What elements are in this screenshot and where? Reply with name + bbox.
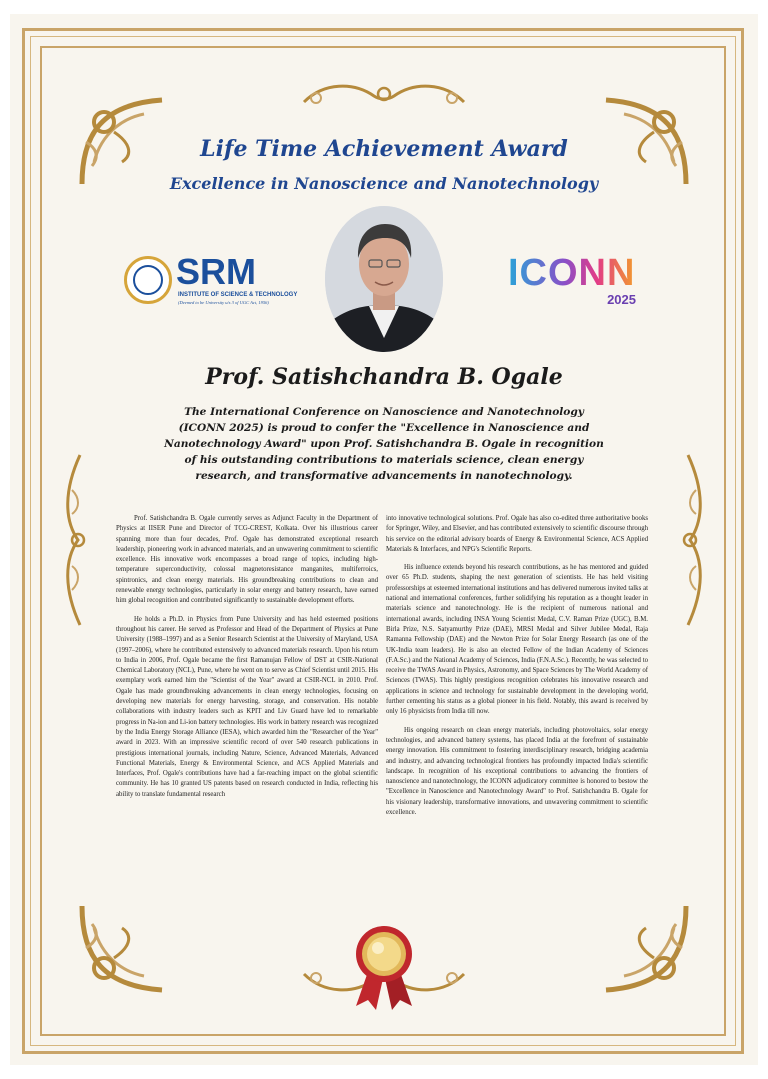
corner-ornament-bottom-left <box>74 898 174 998</box>
srm-logo-name: SRM <box>176 251 256 292</box>
awardee-portrait <box>325 206 443 352</box>
award-title: Life Time Achievement Award <box>200 136 568 162</box>
award-citation: The International Conference on Nanoscience and Nanotechnology (ICONN 2025) is proud to confer the "Excellence in Nanoscience and Nanotechnology Award" upon Prof. Satishchandra B. Ogale in recognition of his outstanding contributions to materials science, clean energy research, and transformative advancements in nanotechnology. <box>164 406 604 482</box>
side-ornament-right <box>676 450 710 630</box>
iconn-logo <box>508 252 640 312</box>
corner-ornament-bottom-right <box>594 898 694 998</box>
portrait-image <box>325 206 443 352</box>
srm-seal-icon <box>124 256 172 304</box>
bio-paragraph: Prof. Satishchandra B. Ogale currently serves as Adjunct Faculty in the Department of Physics at IISER Pune and Director of TCG-CREST, Kolkata. Over his illustrious career spanning more than four decades, Prof. Ogale has demonstrated exceptional research leadership, pioneering work in advanced materials, and an unwavering commitment to scientific excellence. His innovative work encompasses a broad range of topics, including high-temperature superconductivity, colossal magnetoresistance manganites, multiferroics, spintronics, and clean energy materials. His groundbreaking contributions to clean and renewable energy technologies, particularly in solar energy and battery research, have earned him global recognition and contributed significantly to sustainable development efforts. <box>116 515 378 605</box>
srm-logo-tagline: (Deemed to be University u/s 3 of UGC Act, 1956) <box>178 300 269 305</box>
side-ornament-left <box>58 450 92 630</box>
srm-logo <box>124 251 298 312</box>
bio-column-right <box>386 514 648 826</box>
award-subtitle: Excellence in Nanoscience and Nanotechnology <box>169 174 599 193</box>
bio-paragraph: into innovative technological solutions. Prof. Ogale has also co-edited three authoritative books for Springer, Wiley, and Elsevier, and has contributed extensively to scientific discourse through his service on the editorial advisory boards of Energy & Environmental Science, ACS Applied Materials & Interfaces, and NPG's Scientific Reports. <box>386 515 648 553</box>
bio-paragraph: He holds a Ph.D. in Physics from Pune University and has held esteemed positions throughout his career. He served as Professor and Head of the Department of Physics at Pune University (1988–1997) and as a Senior Research Scientist at the University of Maryland, USA (1997–2006), where he contributed extensively to advanced materials research. Upon his return to India in 2006, Prof. Ogale became the first Ramanujan Fellow of DST at CSIR-National Chemical Laboratory (NCL), Pune, where he went on to serve as Chief Scientist until 2015. His exemplary work earned him the "Scientist of the Year" award at CSIR-NCL in 2010. Prof. Ogale has made groundbreaking advancements in clean energy technologies, focusing on developing new materials for energy harvesting, storage, and conservation. His notable collaborations with industry leaders such as KPIT and Liv Guard have led to remarkable progress in Na-ion and Li-ion battery technologies. His work in battery research was recognized by the India Energy Storage Alliance (IESA), which awarded him the "Researcher of the Year" award in 2023. With an impressive scientific record of over 540 research publications in prestigious international journals, including Nature, Science, Advanced Materials, Advanced Functional Materials, Energy & Environmental Science, and ACS Applied Materials and Interfaces, Prof. Ogale's contributions have had a far-reaching impact on the global scientific community. He has 10 granted US patents based on research conducted in India, reflecting his ability to translate fundamental research <box>116 615 378 798</box>
bio-paragraph: His ongoing research on clean energy materials, including photovoltaics, solar energy technologies, and advanced battery systems, has placed India at the forefront of sustainable energy innovation. His commitment to fostering interdisciplinary research, bridging academia and industry, and advancing technological frontiers has profoundly impacted India's scientific landscape. In recognition of his exceptional contributions to advancing the frontiers of nanoscience and nanotechnology, the ICONN adjudicatory committee is honored to bestow the "Excellence in Nanoscience and Nanotechnology Award" to Prof. Satishchandra B. Ogale for his visionary leadership, transformative innovations, and unwavering commitment to scientific excellence. <box>386 726 648 817</box>
iconn-logo-name: ICONN <box>508 252 636 294</box>
awardee-name: Prof. Satishchandra B. Ogale <box>205 364 563 390</box>
award-seal-icon <box>348 922 420 1010</box>
bio-column-left <box>116 514 378 808</box>
srm-logo-subtitle: INSTITUTE OF SCIENCE & TECHNOLOGY <box>178 292 298 298</box>
bio-paragraph: His influence extends beyond his research contributions, as he has mentored and guided over 65 Ph.D. students, shaping the next generation of scientists. He has held visiting professorships at esteemed international institutions and has delivered numerous invited talks at national and international conferences, further solidifying his reputation as a thought leader in materials science and nanotechnology. He is the recipient of numerous national and international awards, including INSA Young Scientist Medal, C.V. Raman Prize (UGC), B.M. Birla Prize, N.S. Satyamurthy Prize (DAE), MRSI Medal and Silver Jubilee Medal, Raja Ramanna Fellowship (DAE) and the Newton Prize for Solar Energy Research (as one of the UK-India team leaders). He is also an elected Fellow of the Indian Academy of Sciences (F.A.Sc.) and the National Academy of Sciences, India (F.N.A.Sc.). Recently, he was selected to receive the TWAS Award in Physics, Astronomy, and Space Sciences by The World Academy of Sciences (TWAS). This highly prestigious recognition celebrates his innovative research and applications in science and technology for sustainable development in the developing world, further cementing his status as a global pioneer in his field. Notably, this award is received by only 16 physicists from India till now. <box>386 564 648 716</box>
iconn-logo-year: 2025 <box>607 292 636 307</box>
top-center-ornament <box>294 78 474 114</box>
